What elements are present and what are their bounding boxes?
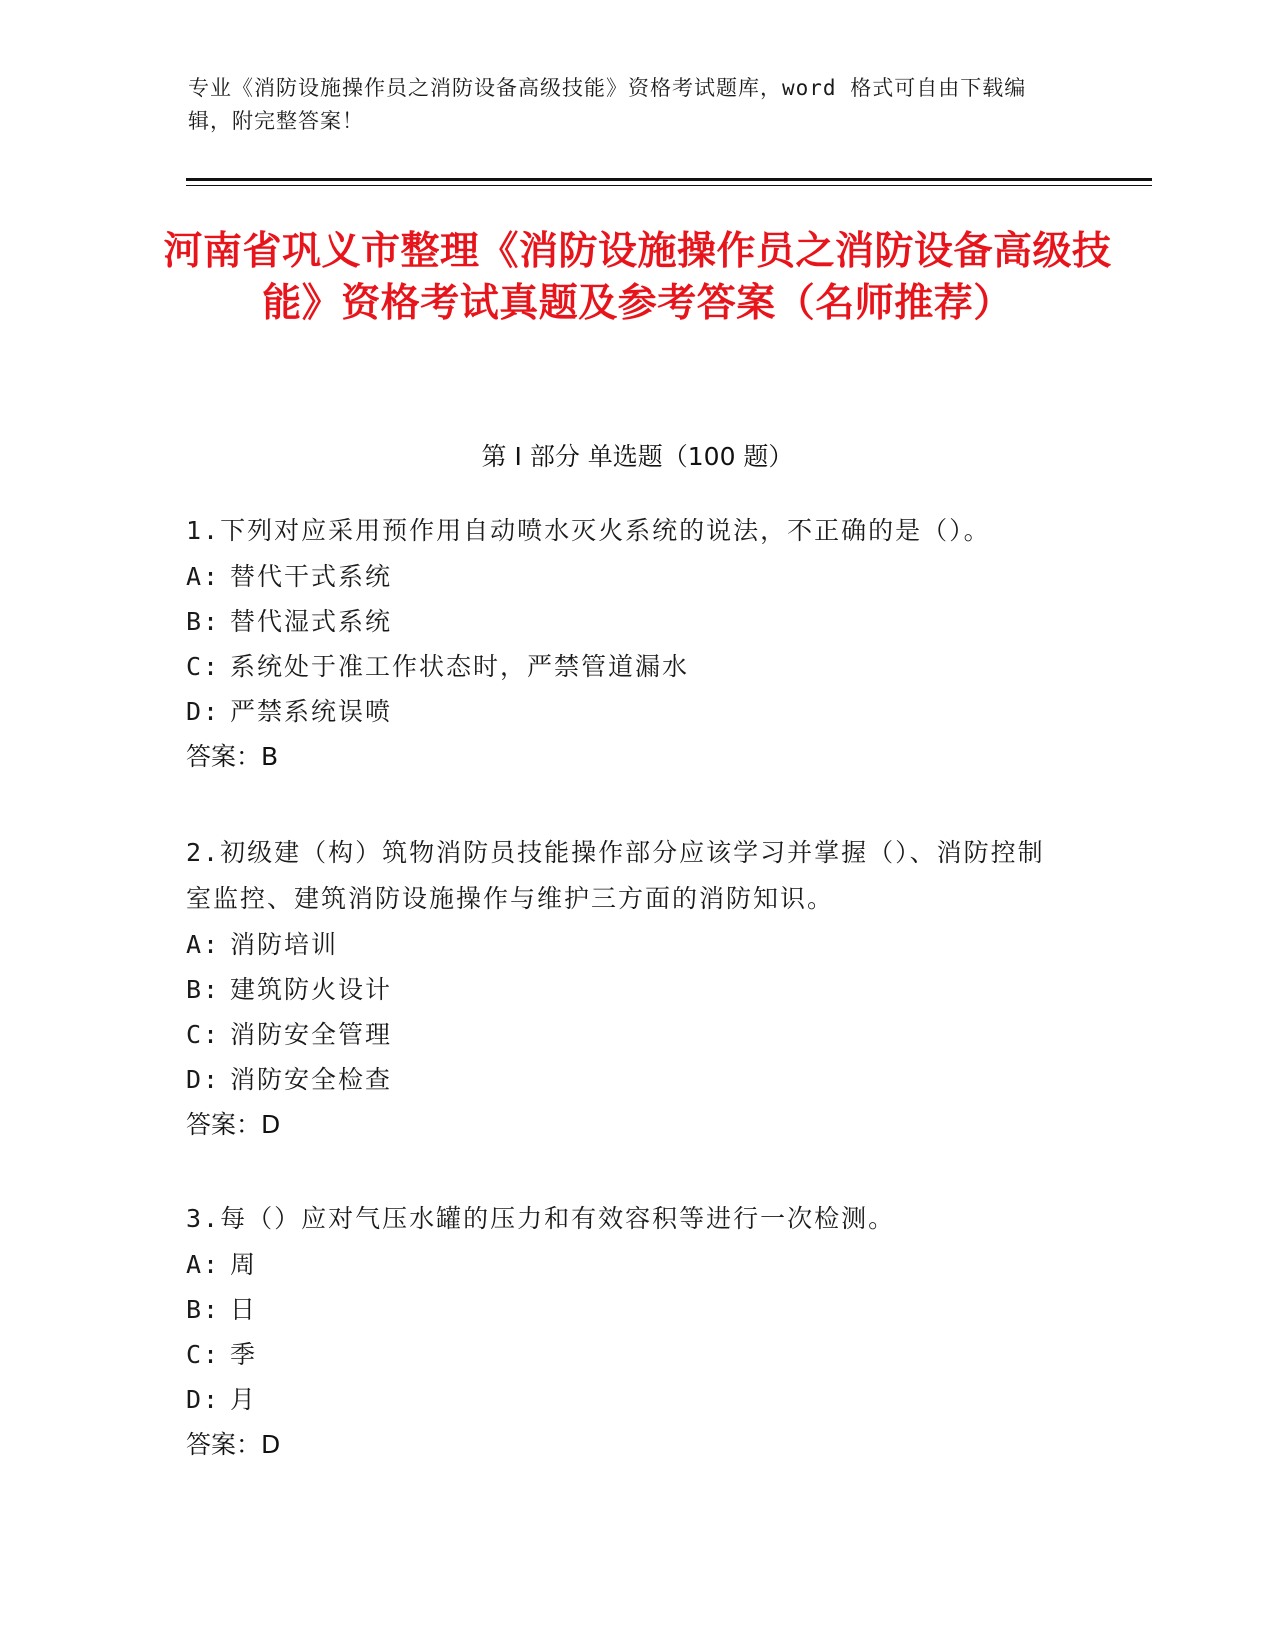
option-key: D: (186, 697, 221, 726)
option-text: 替代湿式系统 (230, 607, 393, 636)
option-key: B: (186, 1295, 221, 1324)
option-text: 周 (230, 1250, 258, 1279)
document-title: 河南省巩义市整理《消防设施操作员之消防设备高级技能》资格考试真题及参考答案（名师推荐） (163, 229, 1112, 326)
question-1 (186, 508, 1066, 780)
option-key: C: (186, 1020, 221, 1049)
option-b (186, 967, 1066, 1012)
question-3 (186, 1196, 1066, 1468)
option-d (186, 689, 1066, 734)
option-text: 消防安全检查 (230, 1065, 393, 1094)
question-stem: 3.每（）应对气压水罐的压力和有效容积等进行一次检测。 (186, 1204, 896, 1233)
option-b (186, 1287, 1066, 1332)
option-b (186, 599, 1066, 644)
option-a (186, 554, 1066, 599)
question-stem: 1.下列对应采用预作用自动喷水灭火系统的说法，不正确的是（）。 (186, 516, 991, 545)
option-key: C: (186, 1340, 221, 1369)
option-text: 系统处于准工作状态时，严禁管道漏水 (230, 652, 690, 681)
section-title: 第 I 部分 单选题（100 题） (481, 442, 794, 471)
option-text: 季 (230, 1340, 258, 1369)
option-text: 替代干式系统 (230, 562, 393, 591)
option-key: D: (186, 1385, 221, 1414)
option-d (186, 1057, 1066, 1102)
option-text: 月 (230, 1385, 258, 1414)
option-c (186, 644, 1066, 689)
option-key: D: (186, 1065, 221, 1094)
option-d (186, 1377, 1066, 1422)
question-stem: 2.初级建（构）筑物消防员技能操作部分应该学习并掌握（）、消防控制室监控、建筑消防设施操作与维护三方面的消防知识。 (186, 838, 1045, 913)
option-key: C: (186, 652, 221, 681)
option-text: 消防培训 (230, 930, 339, 959)
option-c (186, 1012, 1066, 1057)
option-key: A: (186, 1250, 221, 1279)
answer-label: 答案：B (186, 742, 279, 771)
question-2 (186, 830, 1066, 1148)
header-rule-thick (186, 178, 1152, 181)
option-key: B: (186, 607, 221, 636)
answer-label: 答案：D (186, 1110, 281, 1139)
option-key: A: (186, 930, 221, 959)
option-text: 日 (230, 1295, 258, 1324)
option-text: 严禁系统误喷 (230, 697, 393, 726)
option-text: 消防安全管理 (230, 1020, 393, 1049)
option-text: 建筑防火设计 (230, 975, 393, 1004)
answer-label: 答案：D (186, 1430, 281, 1459)
option-a (186, 922, 1066, 967)
option-key: A: (186, 562, 221, 591)
option-key: B: (186, 975, 221, 1004)
option-c (186, 1332, 1066, 1377)
header-note: 专业《消防设施操作员之消防设备高级技能》资格考试题库，word 格式可自由下载编辑，附完整答案！ (188, 76, 1027, 133)
option-a (186, 1242, 1066, 1287)
header-rule-thin (186, 185, 1152, 186)
